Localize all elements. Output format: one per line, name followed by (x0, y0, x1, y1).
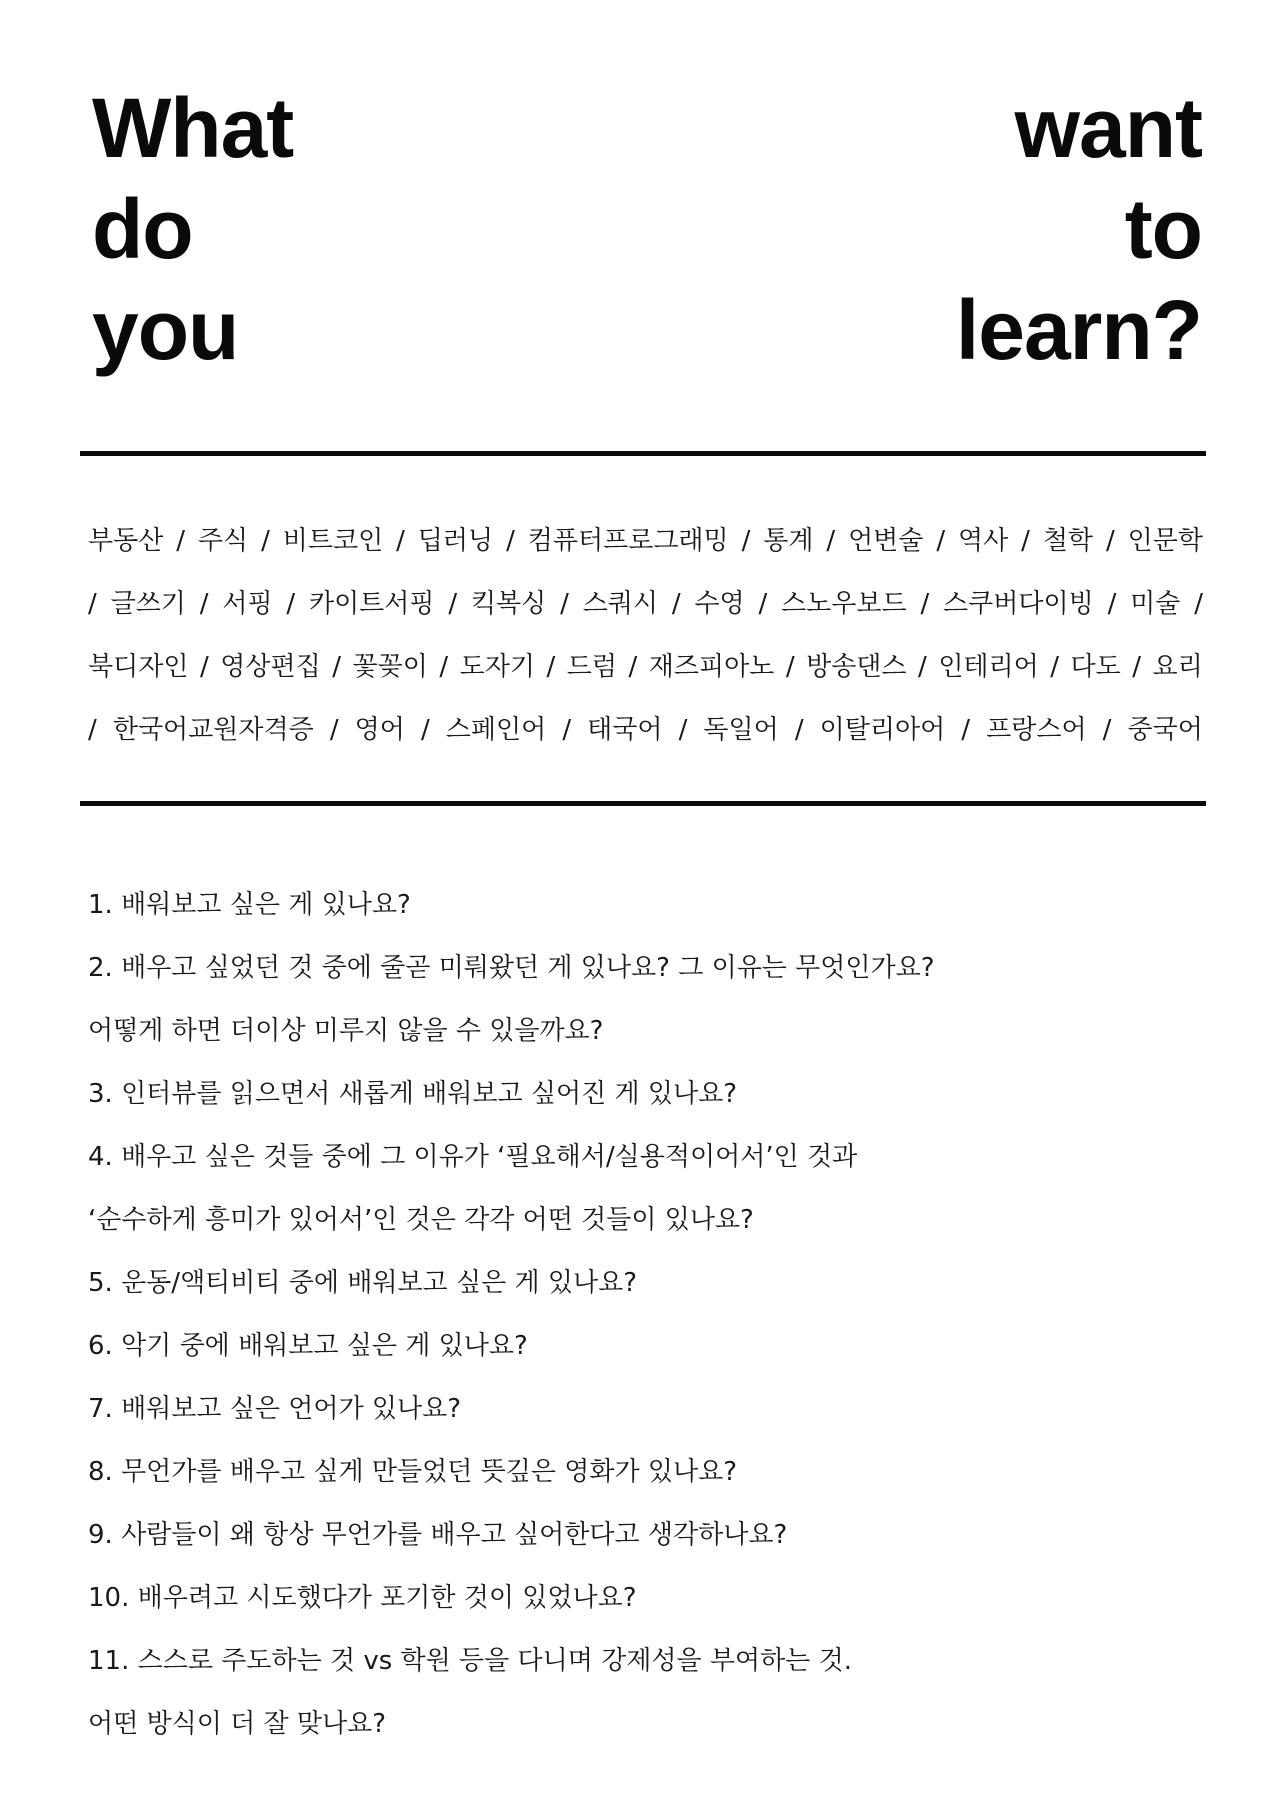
topic-separator: / (546, 652, 556, 682)
topic-separator: / (261, 526, 270, 556)
topic-separator: / (199, 652, 209, 682)
topic-separator: / (88, 589, 97, 619)
question-line: 어떤 방식이 더 잘 맞나요? (88, 1709, 387, 1739)
title-word: want (1014, 81, 1202, 175)
topic-separator: / (936, 526, 946, 556)
topic-separator: / (396, 526, 405, 556)
topic-item: 스쿠버다이빙 (943, 589, 1094, 619)
topic-line (88, 573, 1203, 636)
topic-separator: / (199, 589, 209, 619)
topic-item: 통계 (763, 526, 814, 556)
topic-separator: / (1105, 526, 1115, 556)
topic-item: 영어 (354, 715, 405, 745)
question-line: 9. 사람들이 왜 항상 무언가를 배우고 싶어한다고 생각하나요? (88, 1520, 788, 1550)
topic-item: 프랑스어 (986, 715, 1087, 745)
topic-item: 수영 (694, 589, 745, 619)
topic-separator: / (794, 715, 804, 745)
question-line: 1. 배워보고 싶은 게 있나요? (88, 890, 411, 920)
divider-top (80, 451, 1206, 456)
topic-separator: / (506, 526, 515, 556)
topic-item: 언변술 (848, 526, 924, 556)
question-line: ‘순수하게 흥미가 있어서’인 것은 각각 어떤 것들이 있나요? (88, 1205, 754, 1235)
topic-item: 글쓰기 (110, 589, 186, 619)
topic-item: 이탈리아어 (819, 715, 946, 745)
topic-item: 미술 (1130, 589, 1181, 619)
topic-list (88, 510, 1203, 762)
topic-separator: / (826, 526, 836, 556)
topic-separator: / (918, 652, 927, 682)
topic-line (88, 636, 1203, 699)
topic-item: 꽃꽂이 (352, 652, 428, 682)
topic-separator: / (176, 526, 186, 556)
question-line: 11. 스스로 주도하는 것 vs 학원 등을 다니며 강제성을 부여하는 것. (88, 1646, 852, 1676)
question-line: 10. 배우려고 시도했다가 포기한 것이 있었나요? (88, 1583, 637, 1613)
topic-separator: / (560, 589, 569, 619)
topic-item: 영상편집 (220, 652, 321, 682)
topic-item: 독일어 (703, 715, 779, 745)
topic-separator: / (920, 589, 930, 619)
topic-separator: / (671, 589, 681, 619)
topic-separator: / (785, 652, 795, 682)
topic-separator: / (1050, 652, 1060, 682)
topic-item: 딥러닝 (417, 526, 494, 556)
topic-item: 주식 (197, 526, 249, 556)
topic-item: 도자기 (459, 652, 535, 682)
topic-item: 북디자인 (88, 652, 189, 682)
page-title (92, 78, 1202, 378)
topic-separator: / (1132, 652, 1142, 682)
topic-separator: / (741, 526, 751, 556)
title-word: do (92, 182, 193, 276)
topic-item: 태국어 (587, 715, 663, 745)
title-word: What (92, 81, 294, 175)
topic-item: 킥복싱 (470, 589, 547, 619)
topic-item: 인문학 (1127, 526, 1203, 556)
topic-separator: / (448, 589, 458, 619)
title-left-column (92, 78, 293, 381)
topic-separator: / (420, 715, 430, 745)
question-line: 3. 인터뷰를 읽으면서 새롭게 배워보고 싶어진 게 있나요? (88, 1079, 738, 1109)
topic-item: 카이트서핑 (308, 589, 435, 619)
question-line: 7. 배워보고 싶은 언어가 있나요? (88, 1394, 462, 1424)
title-word: to (1124, 182, 1202, 276)
topic-item: 중국어 (1127, 715, 1203, 745)
topic-separator: / (88, 715, 97, 745)
topic-separator: / (1107, 589, 1117, 619)
title-word: learn? (955, 283, 1202, 377)
topic-item: 드럼 (566, 652, 617, 682)
topic-separator: / (332, 652, 341, 682)
topic-separator: / (961, 715, 971, 745)
topic-item: 방송댄스 (806, 652, 907, 682)
question-line: 6. 악기 중에 배워보고 싶은 게 있나요? (88, 1331, 528, 1361)
topic-item: 스쿼시 (582, 589, 659, 619)
topic-line (88, 699, 1203, 762)
topic-item: 철학 (1042, 526, 1094, 556)
question-list (88, 874, 1198, 1756)
question-line: 5. 운동/액티비티 중에 배워보고 싶은 게 있나요? (88, 1268, 638, 1298)
topic-separator: / (1021, 526, 1030, 556)
topic-separator: / (1102, 715, 1112, 745)
divider-bottom (80, 801, 1206, 806)
title-right-column (956, 78, 1202, 381)
topic-item: 한국어교원자격증 (112, 715, 314, 745)
question-line: 2. 배우고 싶었던 것 중에 줄곧 미뤄왔던 게 있나요? 그 이유는 무엇인가요? (88, 953, 935, 983)
topic-item: 재즈피아노 (648, 652, 775, 682)
topic-line (88, 510, 1203, 573)
question-line: 4. 배우고 싶은 것들 중에 그 이유가 ‘필요해서/실용적이어서’인 것과 (88, 1142, 858, 1172)
topic-item: 인테리어 (938, 652, 1039, 682)
topic-separator: / (439, 652, 449, 682)
topic-separator: / (329, 715, 339, 745)
topic-item: 역사 (958, 526, 1009, 556)
title-word: you (92, 283, 239, 377)
topic-item: 서핑 (222, 589, 273, 619)
topic-item: 스페인어 (445, 715, 547, 745)
topic-item: 비트코인 (282, 526, 384, 556)
question-line: 8. 무언가를 배우고 싶게 만들었던 뜻깊은 영화가 있나요? (88, 1457, 738, 1487)
topic-item: 스노우보드 (781, 589, 907, 619)
topic-separator: / (286, 589, 296, 619)
topic-item: 요리 (1152, 652, 1203, 682)
topic-item: 부동산 (88, 526, 164, 556)
topic-separator: / (628, 652, 638, 682)
question-line: 어떻게 하면 더이상 미루지 않을 수 있을까요? (88, 1016, 604, 1046)
topic-item: 다도 (1070, 652, 1121, 682)
topic-separator: / (758, 589, 768, 619)
topic-separator: / (1194, 589, 1203, 619)
topic-separator: / (562, 715, 572, 745)
topic-item: 컴퓨터프로그래밍 (527, 526, 729, 556)
topic-separator: / (678, 715, 688, 745)
